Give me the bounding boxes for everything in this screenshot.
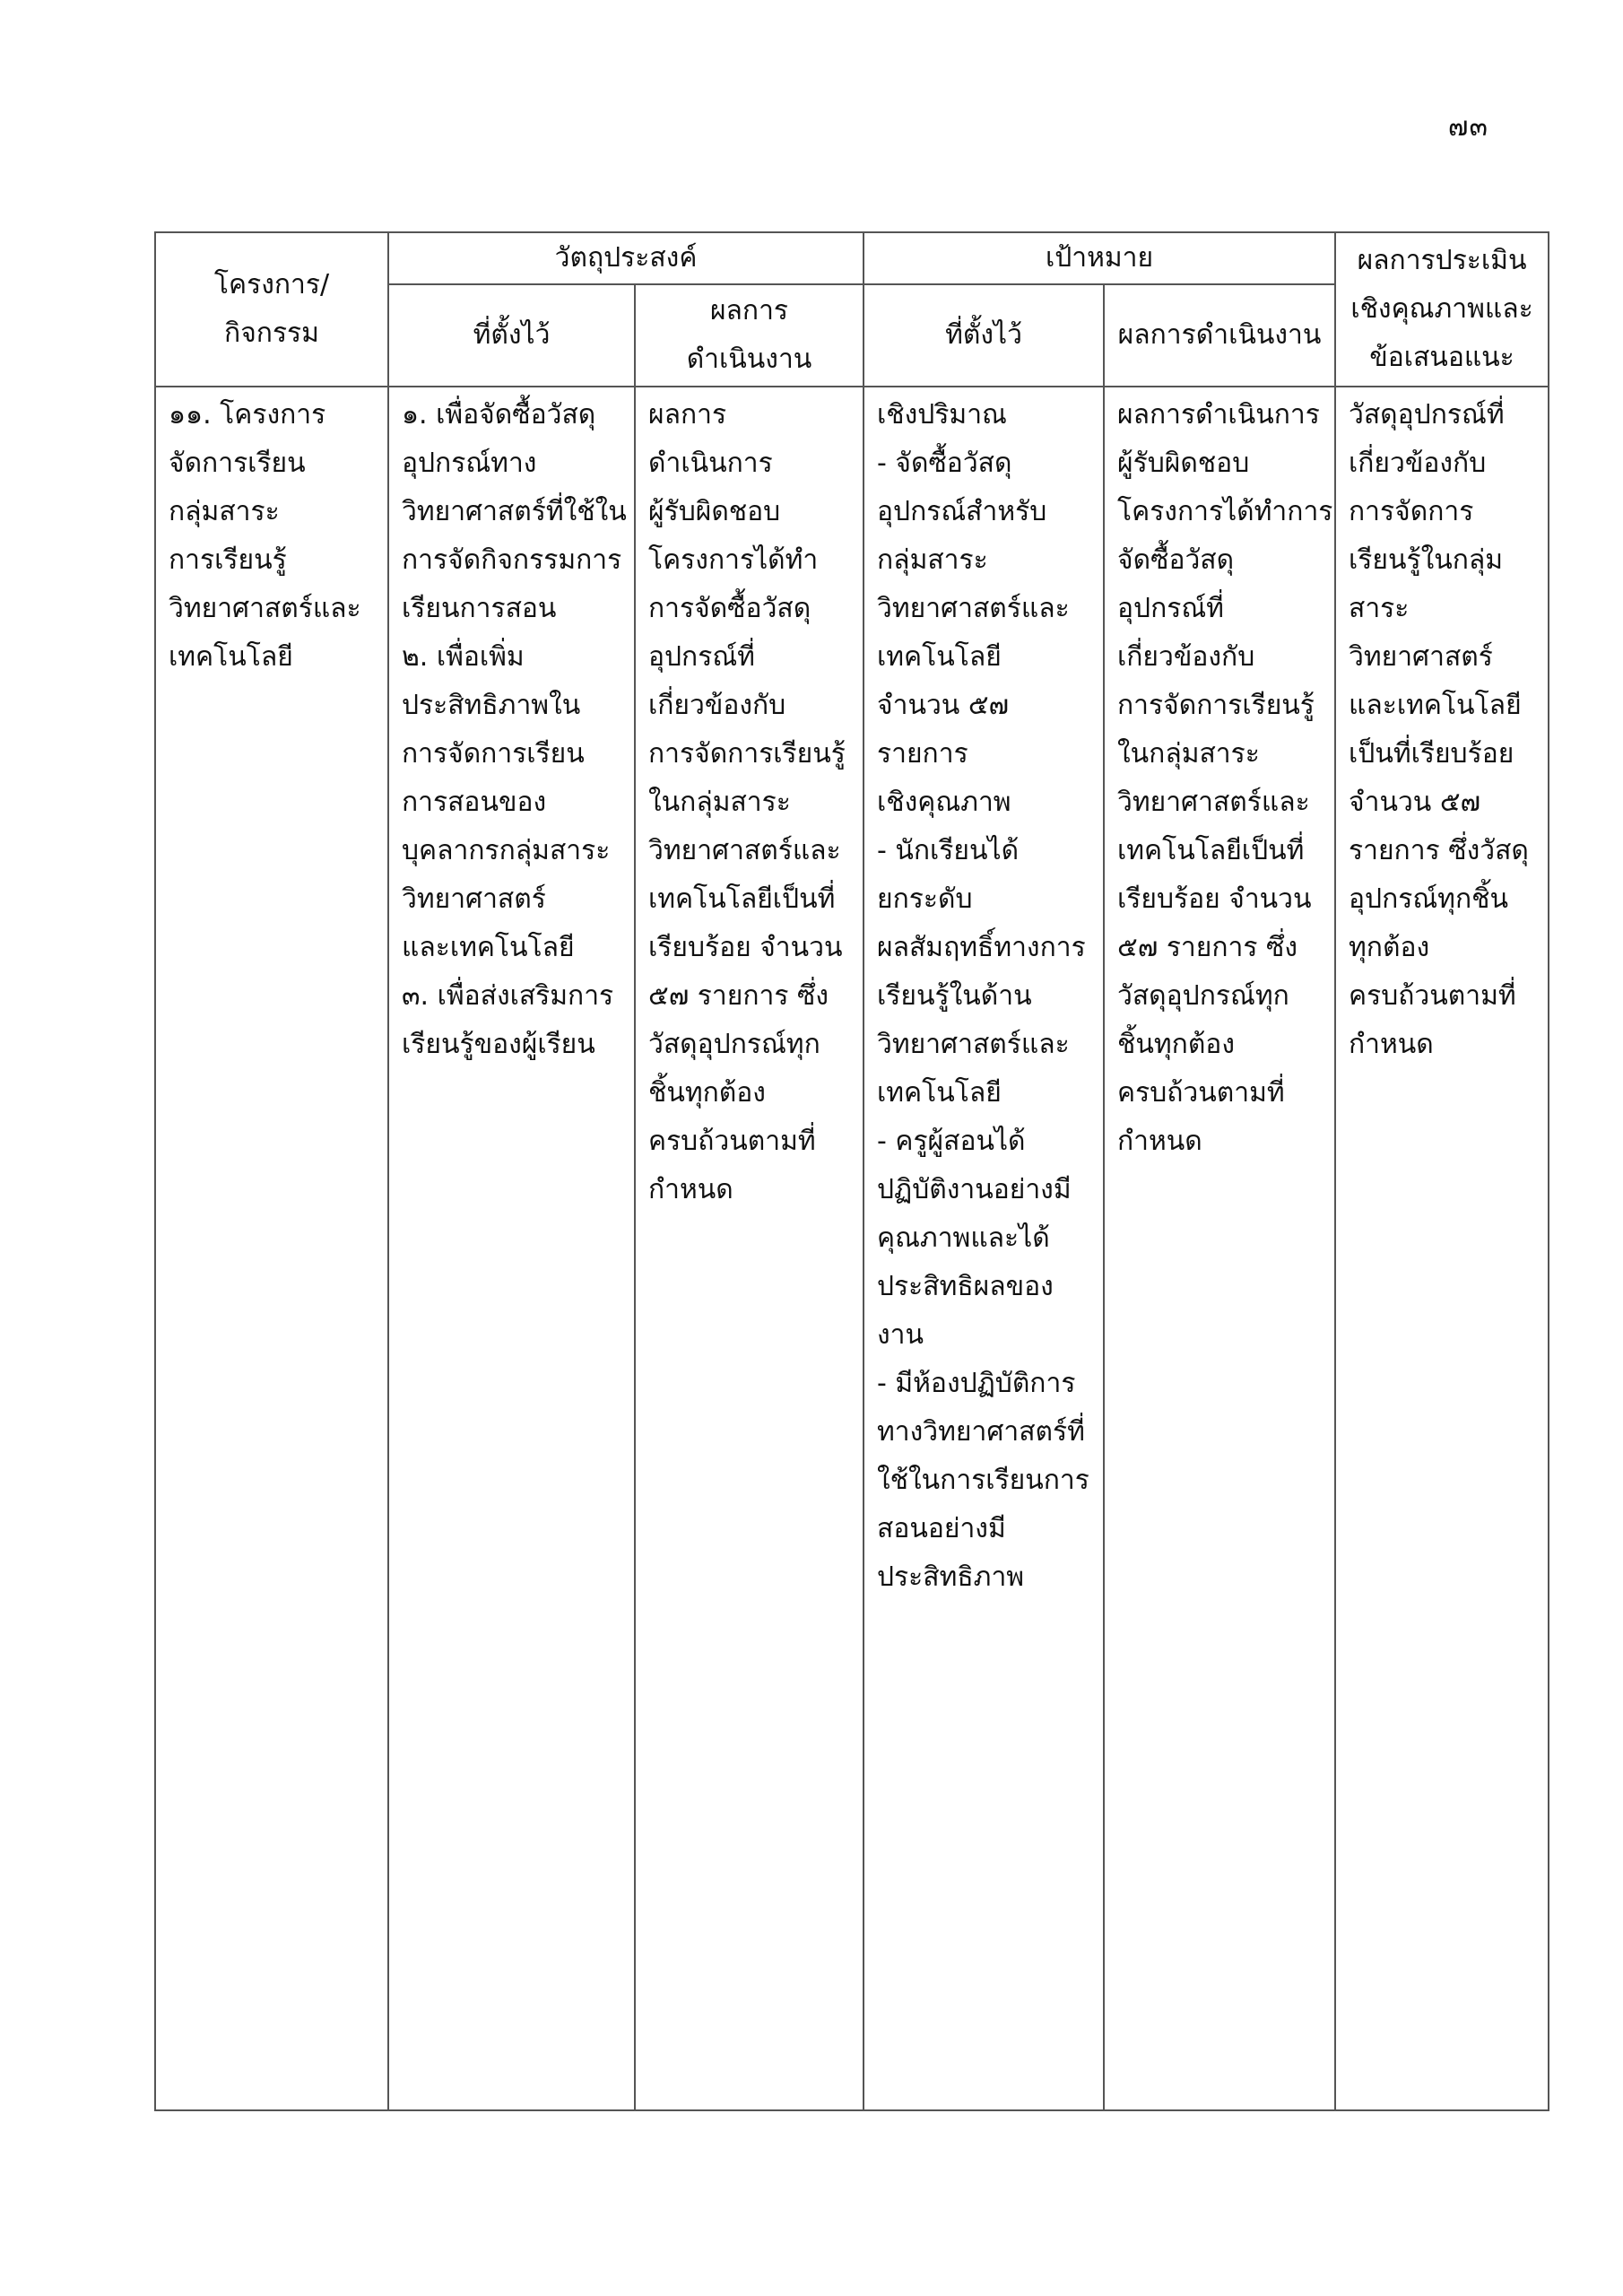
cell-line: เทคโนโลยีเป็นที่: [648, 883, 836, 915]
cell-line: - จัดซื้อวัสดุ: [877, 448, 1012, 479]
cell-line: ในกลุ่มสาระ: [1117, 738, 1260, 770]
header-goals-result: ผลการดำเนินงาน: [1104, 284, 1335, 387]
cell-line: อุปกรณ์ทาง: [402, 448, 537, 479]
cell-line: งาน: [877, 1319, 924, 1351]
cell-line: ปฏิบัติงานอย่างมี: [877, 1174, 1072, 1205]
cell-line: เทคโนโลยี: [877, 641, 1002, 673]
cell-line: กำหนด: [1117, 1126, 1202, 1157]
cell-line: จำนวน ๕๗: [1349, 787, 1481, 818]
cell-line: ผลการดำเนินการ: [1117, 399, 1320, 430]
project-report-table: [154, 231, 1549, 2111]
cell-line: เรียบร้อย จำนวน: [648, 932, 843, 963]
cell-line: จัดการเรียน: [169, 448, 306, 479]
cell-project: [155, 387, 388, 2110]
cell-line: ๑. เพื่อจัดซื้อวัสดุ: [402, 399, 596, 430]
cell-line: กลุ่มสาระ: [169, 496, 280, 527]
cell-line: ๕๗ รายการ ซึ่ง: [648, 980, 829, 1012]
cell-goals-set: [864, 387, 1104, 2110]
cell-line: ยกระดับ: [877, 883, 973, 915]
cell-line: เทคโนโลยี: [169, 641, 293, 673]
cell-line: ครบถ้วนตามที่: [648, 1126, 816, 1157]
cell-line: การสอนของ: [402, 787, 547, 818]
cell-line: กำหนด: [1349, 1029, 1434, 1060]
cell-line: วิทยาศาสตร์: [402, 883, 546, 915]
header-goals-set: ที่ตั้งไว้: [864, 284, 1104, 387]
cell-line: ประสิทธิผลของ: [877, 1271, 1054, 1302]
cell-line: รายการ ซึ่งวัสดุ: [1349, 835, 1529, 866]
cell-line: การจัดกิจกรรมการ: [402, 544, 622, 576]
cell-objectives-result: [635, 387, 864, 2110]
cell-line: ผลสัมฤทธิ์ทางการ: [877, 932, 1086, 963]
cell-line: อุปกรณ์ทุกชิ้น: [1349, 883, 1508, 915]
cell-line: สอนอย่างมี: [877, 1513, 1006, 1544]
cell-line: จำนวน ๕๗: [877, 690, 1010, 721]
header-goals: เป้าหมาย: [864, 232, 1335, 284]
header-objectives-result: ผลการ ดำเนินงาน: [635, 284, 864, 387]
cell-line: วิทยาศาสตร์และ: [169, 593, 361, 624]
header-project: โครงการ/ กิจกรรม: [155, 232, 388, 387]
cell-line: ทางวิทยาศาสตร์ที่: [877, 1416, 1085, 1448]
cell-line: เรียนรู้ของผู้เรียน: [402, 1029, 595, 1060]
cell-line: วิทยาศาสตร์และ: [648, 835, 841, 866]
header-objectives-set: ที่ตั้งไว้: [388, 284, 635, 387]
cell-line: สาระ: [1349, 593, 1410, 624]
cell-line: วัสดุอุปกรณ์ที่: [1349, 399, 1505, 430]
cell-line: ครบถ้วนตามที่: [1349, 980, 1516, 1012]
cell-line: วิทยาศาสตร์และ: [877, 1029, 1070, 1060]
cell-line: การจัดการ: [1349, 496, 1474, 527]
cell-line: ผู้รับผิดชอบ: [1117, 448, 1250, 479]
cell-line: วัสดุอุปกรณ์ทุก: [1117, 980, 1289, 1012]
cell-line: ๑๑. โครงการ: [169, 399, 326, 430]
cell-line: เป็นที่เรียบร้อย: [1349, 738, 1515, 770]
cell-line: เรียนการสอน: [402, 593, 557, 624]
header-evaluation: ผลการประเมิน เชิงคุณภาพและ ข้อเสนอแนะ: [1335, 232, 1549, 387]
cell-line: เรียนรู้ในกลุ่ม: [1349, 544, 1504, 576]
cell-line: การจัดการเรียน: [402, 738, 585, 770]
cell-line: บุคลากรกลุ่มสาระ: [402, 835, 611, 866]
cell-line: ในกลุ่มสาระ: [648, 787, 791, 818]
cell-line: ผลการ: [648, 399, 727, 430]
cell-line: เกี่ยวข้องกับ: [1117, 641, 1255, 673]
cell-line: ชิ้นทุกต้อง: [648, 1077, 766, 1109]
cell-line: กลุ่มสาระ: [877, 544, 988, 576]
cell-line: เชิงคุณภาพ: [877, 787, 1011, 818]
cell-line: เรียนรู้ในด้าน: [877, 980, 1032, 1012]
cell-line: เรียบร้อย จำนวน: [1117, 883, 1312, 915]
page-number: ๗๓: [1447, 111, 1488, 143]
cell-line: ๓. เพื่อส่งเสริมการ: [402, 980, 614, 1012]
cell-line: วิทยาศาสตร์และ: [877, 593, 1070, 624]
cell-line: การจัดซื้อวัสดุ: [648, 593, 812, 624]
cell-line: รายการ: [877, 738, 968, 770]
cell-line: การจัดการเรียนรู้: [1117, 690, 1315, 721]
cell-line: ๕๗ รายการ ซึ่ง: [1117, 932, 1298, 963]
cell-line: การเรียนรู้: [169, 544, 287, 576]
cell-line: เกี่ยวข้องกับ: [648, 690, 786, 721]
cell-line: ทุกต้อง: [1349, 932, 1430, 963]
cell-line: โครงการได้ทำ: [648, 544, 819, 576]
cell-line: ๒. เพื่อเพิ่ม: [402, 641, 525, 673]
cell-goals-result: [1104, 387, 1335, 2110]
cell-line: คุณภาพและได้: [877, 1222, 1050, 1254]
cell-line: เชิงปริมาณ: [877, 399, 1007, 430]
cell-line: อุปกรณ์สำหรับ: [877, 496, 1047, 527]
cell-line: ใช้ในการเรียนการ: [877, 1465, 1089, 1496]
cell-line: เทคโนโลยี: [877, 1077, 1002, 1109]
cell-line: จัดซื้อวัสดุ: [1117, 544, 1235, 576]
cell-line: วิทยาศาสตร์และ: [1117, 787, 1310, 818]
header-objectives: วัตถุประสงค์: [388, 232, 864, 284]
cell-line: กำหนด: [648, 1174, 733, 1205]
cell-line: อุปกรณ์ที่: [648, 641, 755, 673]
cell-line: - มีห้องปฏิบัติการ: [877, 1368, 1076, 1399]
cell-line: ชิ้นทุกต้อง: [1117, 1029, 1235, 1060]
table-row: [155, 387, 1549, 2110]
cell-line: ประสิทธิภาพใน: [402, 690, 581, 721]
cell-line: วัสดุอุปกรณ์ทุก: [648, 1029, 820, 1060]
cell-line: และเทคโนโลยี: [402, 932, 575, 963]
cell-line: ดำเนินการ: [648, 448, 773, 479]
cell-line: - นักเรียนได้: [877, 835, 1020, 866]
cell-line: วิทยาศาสตร์: [1349, 641, 1493, 673]
cell-line: เกี่ยวข้องกับ: [1349, 448, 1487, 479]
cell-line: ผู้รับผิดชอบ: [648, 496, 781, 527]
cell-line: เทคโนโลยีเป็นที่: [1117, 835, 1305, 866]
cell-line: และเทคโนโลยี: [1349, 690, 1522, 721]
cell-line: ประสิทธิภาพ: [877, 1561, 1025, 1593]
cell-line: โครงการได้ทำการ: [1117, 496, 1333, 527]
cell-evaluation: [1335, 387, 1549, 2110]
cell-line: ครบถ้วนตามที่: [1117, 1077, 1285, 1109]
cell-line: อุปกรณ์ที่: [1117, 593, 1224, 624]
cell-objectives-set: [388, 387, 635, 2110]
cell-line: การจัดการเรียนรู้: [648, 738, 846, 770]
cell-line: วิทยาศาสตร์ที่ใช้ใน: [402, 496, 627, 527]
cell-line: - ครูผู้สอนได้: [877, 1126, 1026, 1157]
